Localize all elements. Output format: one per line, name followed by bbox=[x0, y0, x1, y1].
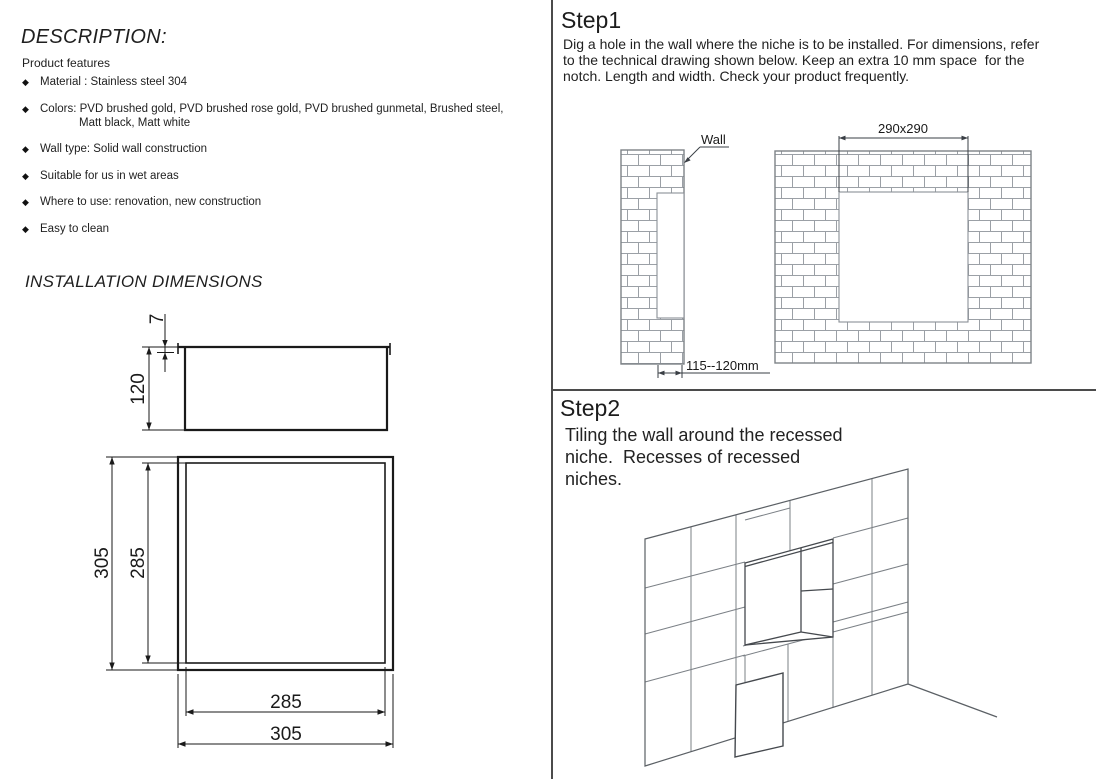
dim-label-wall-depth: 115--120mm bbox=[686, 358, 759, 373]
step1-body-line: Dig a hole in the wall where the niche is to be installed. For dimensions, refer bbox=[563, 36, 1040, 52]
diamond-bullet-icon: ◆ bbox=[22, 104, 29, 114]
bullet-text-line2: Matt black, Matt white bbox=[79, 117, 191, 129]
arrow-icon bbox=[162, 353, 167, 360]
description-title: DESCRIPTION: bbox=[21, 26, 167, 48]
arrow-icon bbox=[145, 656, 150, 664]
recessed-niche bbox=[745, 539, 833, 645]
dim-label-outer-height: 305 bbox=[92, 547, 113, 579]
bullet-wet-areas bbox=[0, 170, 540, 186]
wall-label: Wall bbox=[701, 132, 726, 147]
bullet-colors bbox=[0, 103, 540, 129]
loose-tile bbox=[735, 673, 783, 757]
step1-title: Step1 bbox=[561, 7, 622, 33]
arrow-icon bbox=[146, 347, 151, 355]
dim-label-opening: 290x290 bbox=[878, 121, 928, 136]
wall-opening-front bbox=[839, 192, 968, 322]
diamond-bullet-icon: ◆ bbox=[22, 197, 29, 207]
arrow-icon bbox=[109, 457, 114, 465]
dim-label-outer-width: 305 bbox=[270, 724, 302, 745]
dim-label-7: 7 bbox=[147, 313, 168, 325]
diamond-bullet-icon: ◆ bbox=[22, 144, 29, 154]
dim-label-120: 120 bbox=[128, 373, 149, 405]
bullet-easy-clean bbox=[0, 223, 540, 239]
diamond-bullet-icon: ◆ bbox=[22, 171, 29, 181]
product-features-label: Product features bbox=[22, 56, 111, 70]
step2-body-line: Tiling the wall around the recessed bbox=[565, 425, 843, 445]
step1-drawing bbox=[595, 118, 1045, 385]
installation-dimensions-title: INSTALLATION DIMENSIONS bbox=[25, 272, 263, 291]
bullet-text: Where to use: renovation, new construction bbox=[40, 196, 262, 208]
side-view-drawing bbox=[125, 300, 400, 445]
arrow-icon bbox=[186, 709, 194, 714]
arrow-icon bbox=[658, 371, 665, 376]
arrow-icon bbox=[109, 663, 114, 671]
arrow-icon bbox=[839, 136, 846, 141]
arrow-icon bbox=[962, 136, 969, 141]
arrow-icon bbox=[178, 741, 186, 746]
step2-drawing bbox=[630, 455, 1005, 779]
arrow-icon bbox=[162, 340, 167, 347]
niche-body-outline bbox=[185, 347, 387, 430]
bullet-text: Suitable for us in wet areas bbox=[40, 170, 179, 182]
wall-leader-line bbox=[685, 147, 729, 162]
bullet-text: Wall type: Solid wall construction bbox=[40, 143, 208, 155]
bullet-where-to-use bbox=[0, 196, 540, 212]
bullet-text: Easy to clean bbox=[40, 223, 110, 235]
step2-title: Step2 bbox=[560, 395, 621, 421]
dim-label-inner-height: 285 bbox=[128, 547, 149, 579]
arrow-icon bbox=[378, 709, 386, 714]
niche-inner-frame bbox=[186, 463, 385, 663]
horizontal-divider bbox=[551, 389, 1096, 391]
front-view-drawing bbox=[85, 450, 400, 760]
bullet-text: Material : Stainless steel 304 bbox=[40, 76, 188, 88]
niche-outer-frame bbox=[178, 457, 393, 670]
arrow-icon bbox=[676, 371, 683, 376]
arrow-icon bbox=[145, 463, 150, 471]
step1-body-line: to the technical drawing shown below. Keep an extra 10 mm space for the bbox=[563, 52, 1025, 68]
bullet-text: Colors: PVD brushed gold, PVD brushed rose gold, PVD brushed gunmetal, Brushed steel, bbox=[40, 103, 504, 115]
step2-body-line: niche. Recesses of recessed bbox=[565, 447, 801, 467]
dim-label-inner-width: 285 bbox=[270, 692, 302, 713]
diamond-bullet-icon: ◆ bbox=[22, 224, 29, 234]
bullet-material bbox=[0, 76, 540, 92]
step2-body-line: niches. bbox=[565, 469, 623, 489]
step1-body-line: notch. Length and width. Check your product frequently. bbox=[563, 68, 910, 84]
arrow-icon bbox=[146, 423, 151, 431]
niche-recess-side bbox=[657, 193, 684, 318]
bullet-wall-type bbox=[0, 143, 540, 159]
arrow-icon bbox=[386, 741, 394, 746]
diamond-bullet-icon: ◆ bbox=[22, 77, 29, 87]
